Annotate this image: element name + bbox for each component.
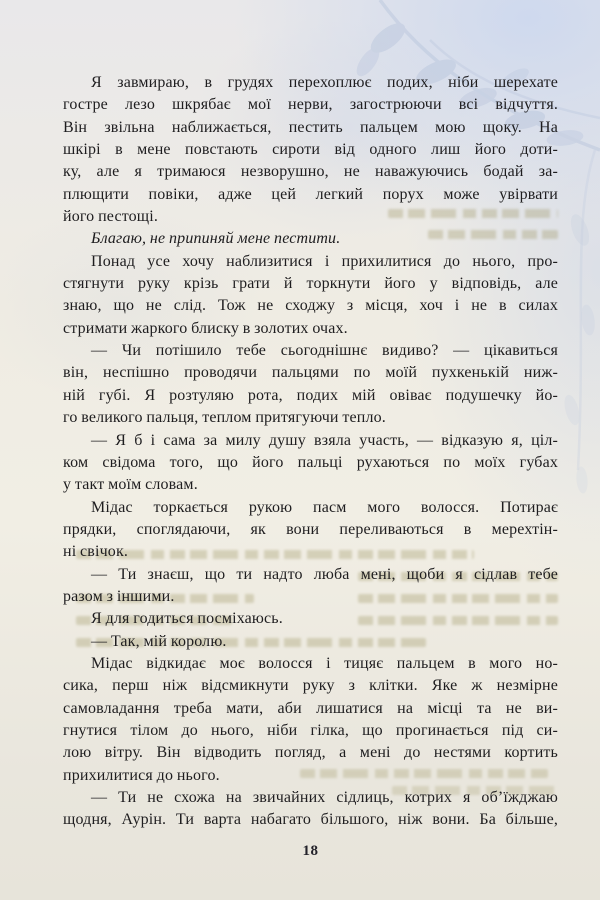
text-line: Мідас відкидає моє волосся і тицяє пальцем в мого но- [91, 654, 558, 672]
text-line: самовладання треба мати, аби лишатися на місці та не ви- [63, 699, 558, 717]
text-line: Понад усе хочу наблизитися і прихилитися до нього, про- [91, 252, 558, 270]
text-line: Він звільна наближається, пестить пальцем мою щоку. На [63, 118, 558, 136]
text-line: Я для годиться посміхаюсь. [91, 610, 283, 628]
text-line: сика, перш ніж відсмикнути руку з клітки. Яке ж незмірне [63, 677, 558, 695]
text-line: він, неспішно проводячи пальцями по моїй пухкенькій ниж- [63, 364, 558, 382]
text-line: — Я б і сама за милу душу взяла участь, — відказую я, ціл- [91, 431, 558, 449]
text-line: плющити повіки, адже цей легкий порух може увірвати [63, 185, 558, 203]
text-line: стягнути руку крізь грати й торкнути його у відповідь, але [63, 275, 558, 293]
text-line: у такт моїм словам. [63, 476, 198, 494]
text-line: — Ти знаєш, що ти надто люба мені, щоби я сідлав тебе [91, 565, 558, 583]
text-line: Я завмираю, в грудях перехоплює подих, ніби шерехате [91, 74, 558, 91]
text-line: ку, але я тримаюся незворушно, не наважуючись бодай за- [63, 163, 558, 181]
text-line: шкірі в мене повстають сироти від одного лиш його доти- [63, 141, 558, 159]
text-column [63, 72, 558, 832]
text-line: Мідас торкається рукою пасм мого волосся. Потирає [91, 498, 558, 516]
text-line: лою вітру. Він відводить погляд, а мені до нестями кортить [63, 744, 558, 762]
text-line: Благаю, не припиняй мене пестити. [91, 230, 341, 248]
text-line: знаю, що не слід. Тож не сходжу з місця, хоч і не в силах [63, 297, 558, 315]
text-line: ній губі. Я розтуляю рота, подих мій овіває подушечку йо- [63, 386, 558, 404]
text-line: гостре лезо шкрябає мої нерви, загострюючи всі відчуття. [63, 96, 558, 114]
text-line: — Так, мій королю. [91, 632, 227, 650]
text-line: стримати жаркого блиску в золотих очах. [63, 319, 348, 337]
text-line: ком свідома того, що його пальці рухаються по моїх губах [63, 453, 558, 471]
text-line: прядки, споглядаючи, як вони переливаються в мерехтін- [63, 520, 558, 538]
text-line: разом з іншими. [63, 587, 175, 605]
text-line: го великого пальця, теплом притягуючи тепло. [63, 409, 386, 427]
text-line: ні свічок. [63, 543, 129, 561]
text-line: щодня, Аурін. Ти варта набагато більшого, ніж вони. Ба більше, [63, 811, 558, 829]
page-number: 18 [302, 843, 319, 859]
text-line: гнутися тілом до нього, ніби гілка, що прогинається під си- [63, 721, 558, 739]
text-line: прихилитися до нього. [63, 766, 220, 784]
text-line: — Чи потішило тебе сьогоднішнє видиво? — цікавиться [91, 342, 558, 360]
text-line: — Ти не схожа на звичайних сідлиць, котрих я об’їжджаю [91, 789, 558, 806]
text-line: його пестощі. [63, 208, 158, 226]
